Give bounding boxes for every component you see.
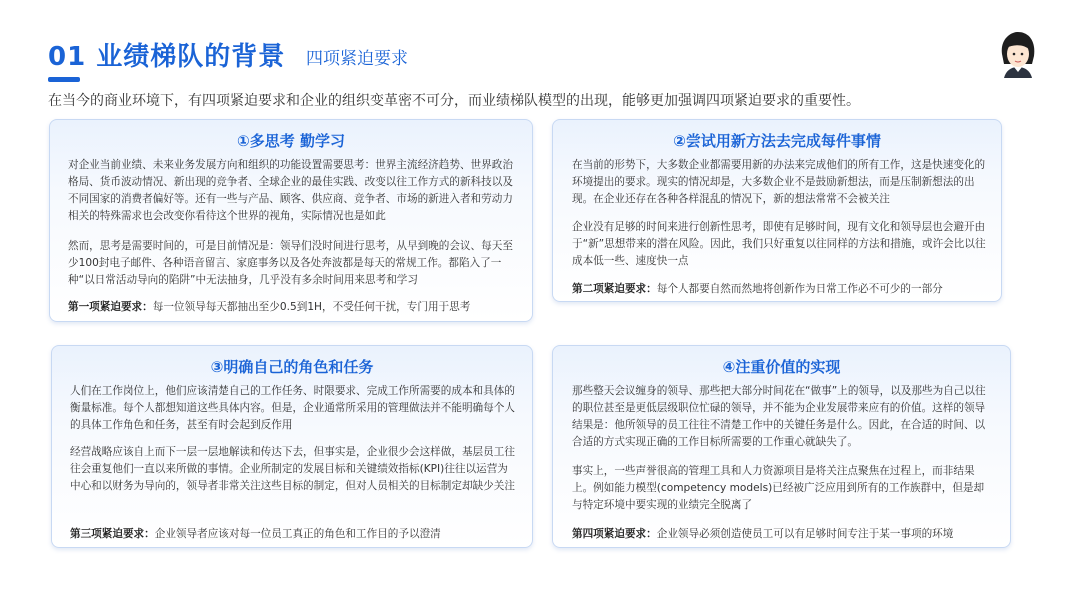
card-3-urgent bbox=[70, 526, 441, 541]
card-4-urgent-label: 第四项紧迫要求： bbox=[572, 528, 657, 540]
card-1-urgent bbox=[68, 299, 470, 314]
card-2-paragraph-2: 企业没有足够的时间来进行创新性思考，即使有足够时间，现有文化和领导层也会避开由于“新”思想带来的潜在风险。因此，我们只好重复以往同样的方法和措施，或许会比以往成本低一些、速度快一点 bbox=[572, 221, 986, 267]
card-3-paragraph-1: 人们在工作岗位上，他们应该清楚自己的工作任务、时限要求、完成工作所需要的成本和具体的衡量标准。每个人都想知道这些具体内容。但是，企业通常所采用的管理做法并不能明确每个人的具体工作角色和任务，甚至有时会起到反作用 bbox=[70, 385, 515, 431]
card-2 bbox=[552, 119, 1002, 302]
card-3-paragraph-2: 经营战略应该自上而下一层一层地解读和传达下去，但事实是，企业很少会这样做，基层员工往往会重复他们一直以来所做的事情。企业所制定的发展目标和关键绩效指标(KPI)往往以运营为中心和以财务为导向的，领导者非常关注这些目标的制定，但对人员相关的目标制定却缺少关注 bbox=[70, 446, 515, 492]
card-2-urgent-label: 第二项紧迫要求： bbox=[572, 283, 657, 295]
card-3 bbox=[51, 345, 533, 548]
card-4-paragraph-2: 事实上，一些声誉很高的管理工具和人力资源项目是将关注点聚焦在过程上，而非结果上。例如能力模型(competency models)已经被广泛应用到所有的工作族群中，但是却与特定环境中要实现的业绩完全脱离了 bbox=[572, 465, 985, 511]
card-4-title: ④注重价值的实现 bbox=[722, 358, 841, 376]
card-1-paragraph-2: 然而，思考是需要时间的，可是目前情况是：领导们没时间进行思考，从早到晚的会议、每天至少100封电子邮件、各种语音留言、家庭事务以及各处奔波都是每天的常规工作。都陷入了一种“以日常活动导向的陷阱”中无法抽身，几乎没有多余时间用来思考和学习 bbox=[68, 240, 513, 286]
card-1-title: ①多思考 勤学习 bbox=[237, 132, 345, 150]
card-3-urgent-label: 第三项紧迫要求： bbox=[70, 528, 155, 540]
card-4-urgent bbox=[572, 526, 953, 541]
card-4-paragraph-1: 那些整天会议缠身的领导、那些把大部分时间花在“做事”上的领导，以及那些为自己以往的职位甚至是更低层级职位忙碌的领导，并不能为企业发展带来应有的价值。这样的领导结果是：他所领导的员工往往不清楚工作中的关键任务是什么。因此，在合适的时间、以合适的方式实现正确的工作目标所需要的工作重心就缺失了。 bbox=[572, 385, 986, 448]
page-header bbox=[48, 36, 408, 73]
card-2-urgent-text: 每个人都要自然而然地将创新作为日常工作必不可少的一部分 bbox=[656, 283, 943, 295]
card-4-urgent-text: 企业领导必须创造使员工可以有足够时间专注于某一事项的环境 bbox=[656, 528, 954, 540]
page-title: 01 业绩梯队的背景 bbox=[48, 42, 286, 72]
card-2-paragraph-1: 在当前的形势下，大多数企业都需要用新的办法来完成他们的所有工作，这是快速变化的环境提出的要求。现实的情况却是，大多数企业不是鼓励新想法，而是压制新想法的出现。在企业还存在各种各样混乱的情况下，新的想法常常不会被关注 bbox=[572, 159, 986, 205]
card-1-urgent-label: 第一项紧迫要求： bbox=[68, 301, 153, 313]
card-4 bbox=[552, 345, 1011, 548]
card-3-title: ③明确自己的角色和任务 bbox=[210, 358, 374, 376]
intro-text: 在当今的商业环境下，有四项紧迫要求和企业的组织变革密不可分，而业绩梯队模型的出现，能够更加强调四项紧迫要求的重要性。 bbox=[48, 93, 860, 109]
card-3-urgent-text: 企业领导者应该对每一位员工真正的角色和工作目的予以澄清 bbox=[154, 528, 441, 540]
page-subtitle: 四项紧迫要求 bbox=[306, 49, 408, 69]
card-2-urgent bbox=[572, 281, 943, 296]
card-2-title: ②尝试用新方法去完成每件事情 bbox=[673, 132, 881, 150]
avatar-icon bbox=[996, 30, 1040, 78]
card-1-urgent-text: 每一位领导每天都抽出至少0.5到1H，不受任何干扰，专门用于思考 bbox=[152, 301, 471, 313]
card-1 bbox=[49, 119, 533, 322]
card-1-paragraph-1: 对企业当前业绩、未来业务发展方向和组织的功能设置需要思考：世界主流经济趋势、世界政治格局、货币波动情况、新出现的竞争者、全球企业的最佳实践、改变以往工作方式的新科技以及不同国家的消费者偏好等。还有一些与产品、顾客、供应商、竞争者、市场的新进入者和劳动力相关的特殊需求也会改变你看待这个世界的视角，实际情况也是如此 bbox=[68, 159, 513, 222]
title-underline bbox=[48, 77, 80, 82]
